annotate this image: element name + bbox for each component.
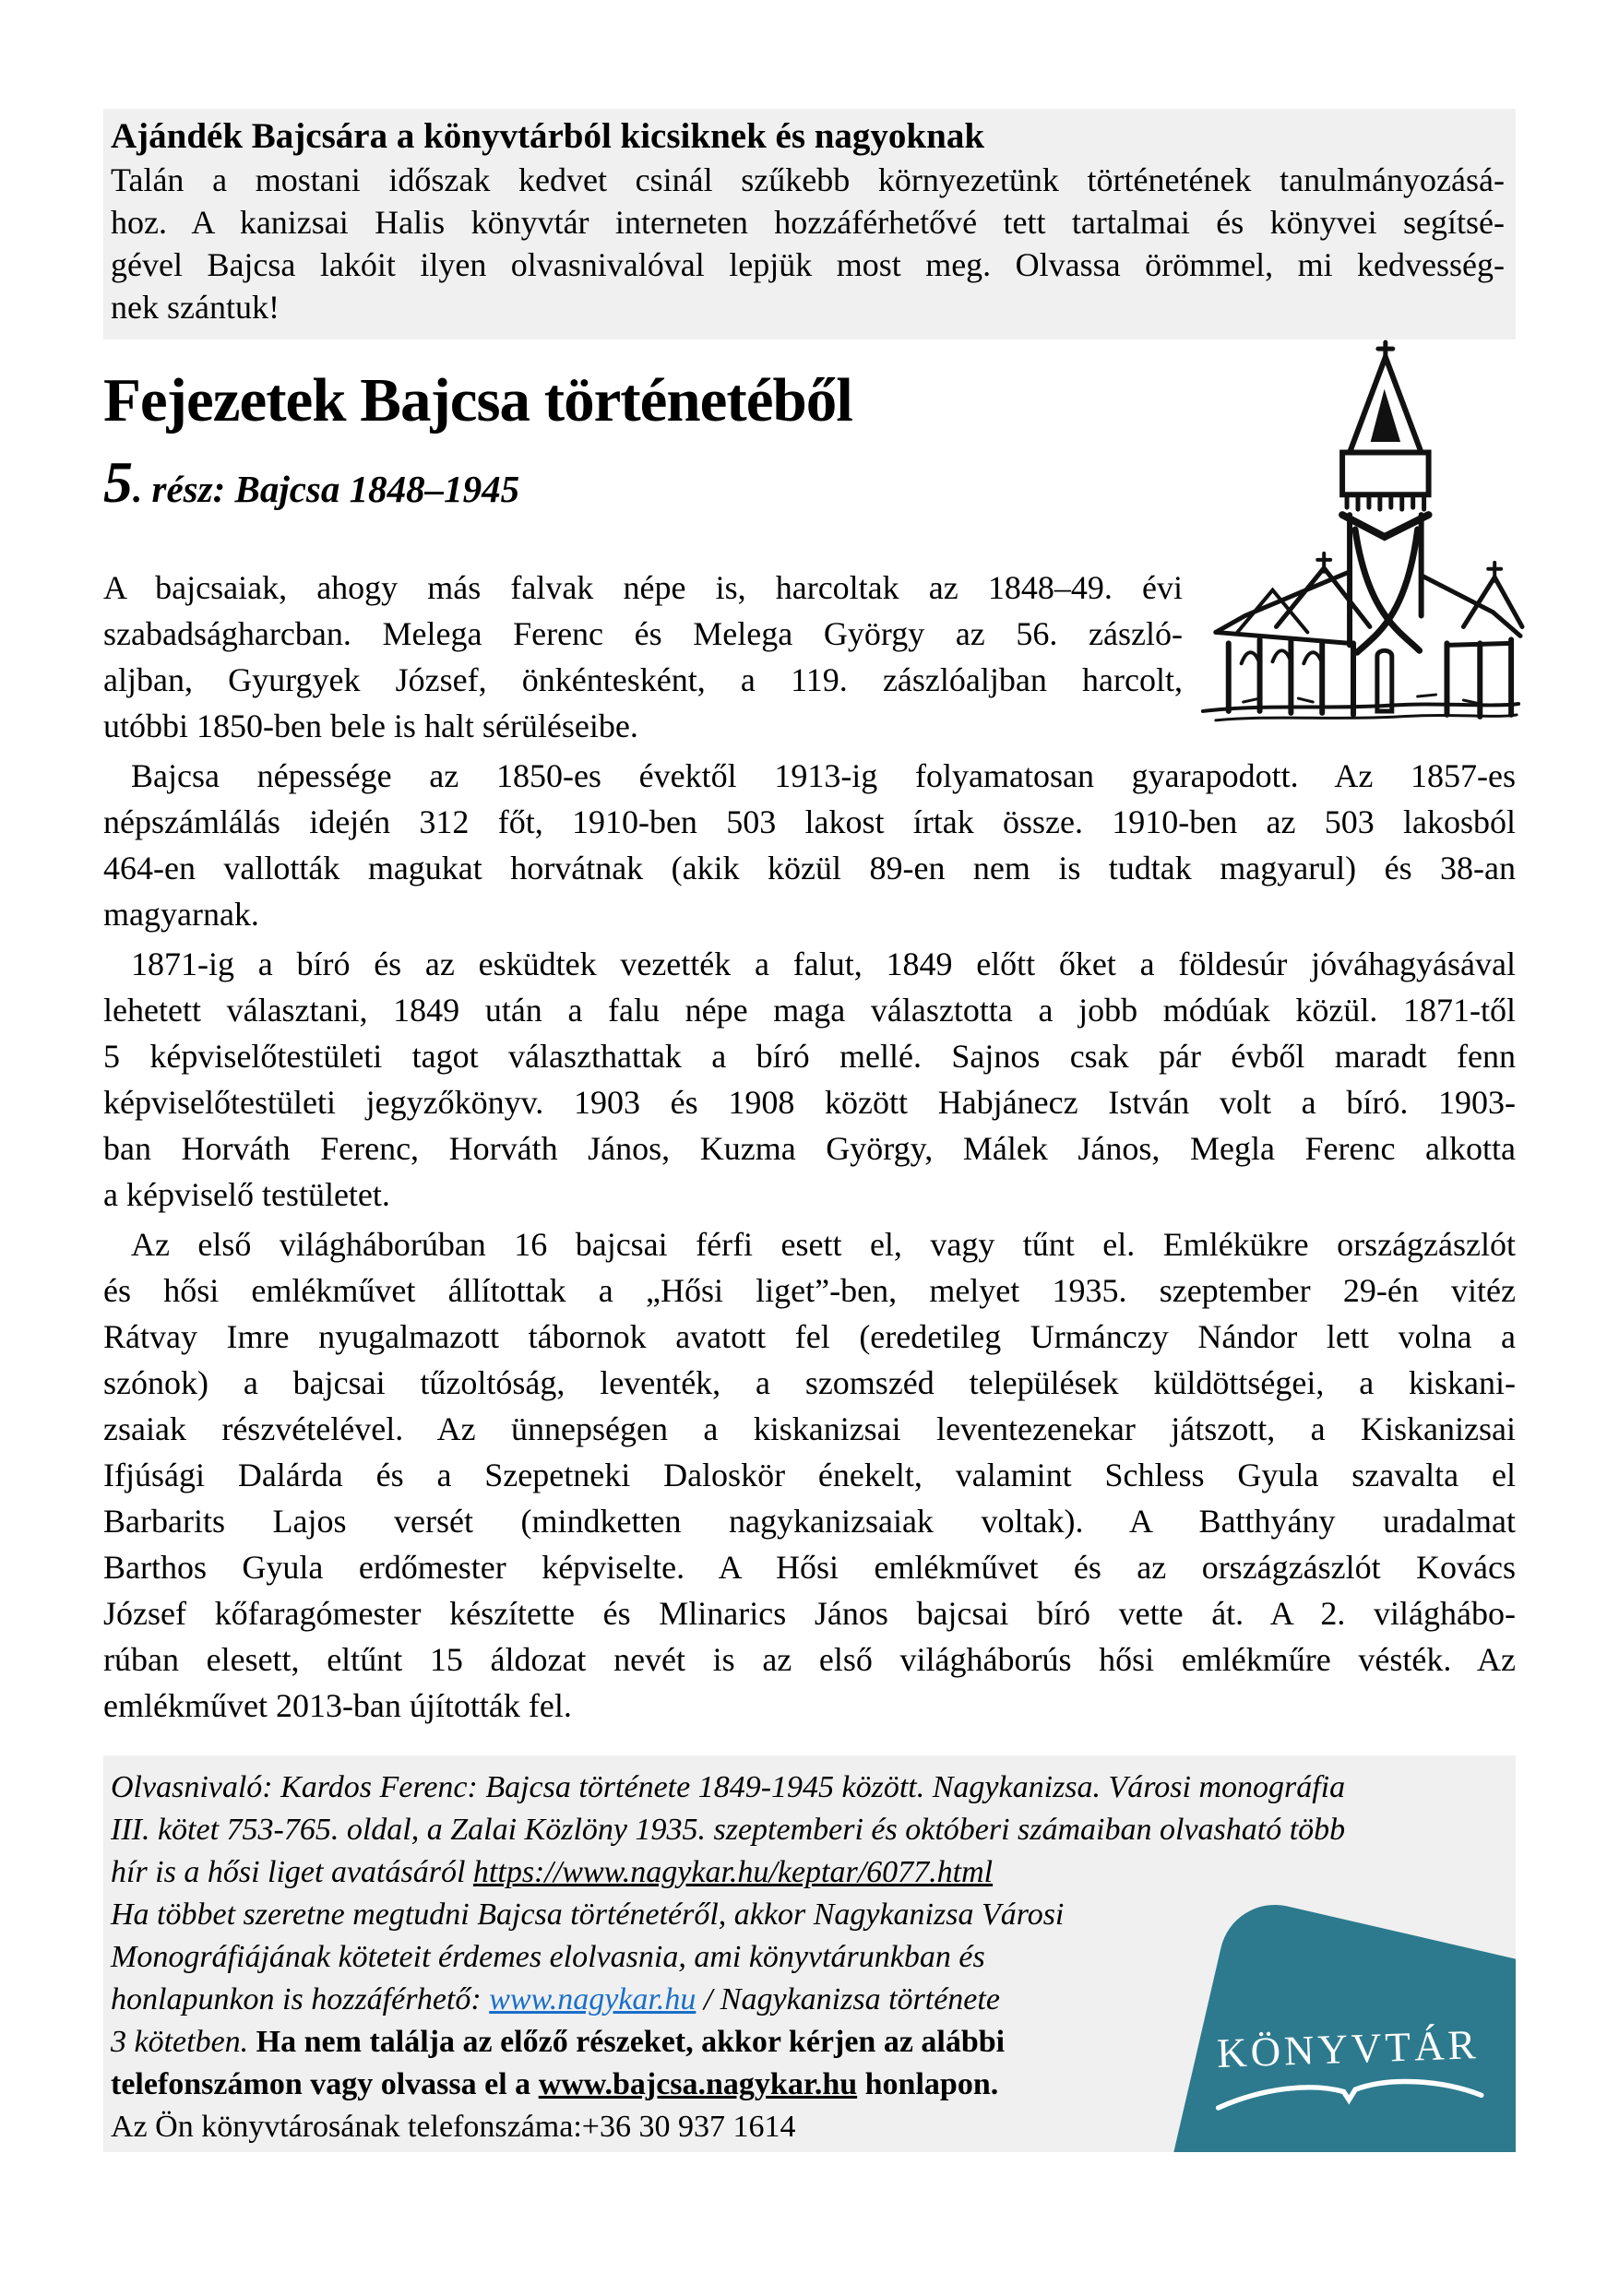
footer-line — [111, 1767, 1505, 1809]
text-line: József kőfaragómester készítette és Mlinarics János bajcsai bíró vette át. A 2. világhábo- — [103, 1595, 1516, 1632]
intro-heading: Ajándék Bajcsára a könyvtárból kicsiknek és nagyoknak — [111, 116, 985, 156]
text-segment: hír is a hősi liget avatásáról — [111, 1855, 473, 1889]
text-segment: / Nagykanizsa története — [696, 1982, 1000, 2016]
intro-line: gével Bajcsa lakóit ilyen olvasnivalóval lepjük most meg. Olvassa örömmel, mi kedvesség- — [111, 246, 1505, 283]
text-line: Ifjúsági Dalárda és a Szepetneki Daloskör énekelt, valamint Schless Gyula szavalta el — [103, 1457, 1516, 1493]
footer-line — [111, 1894, 1505, 1936]
paragraph — [103, 1221, 1516, 1729]
text-line: rúban elesett, eltűnt 15 áldozat nevét is az első világháborús hősi emlékműre vésték. Az — [103, 1641, 1516, 1678]
text-line: Az első világháborúban 16 bajcsai férfi esett el, vagy tűnt el. Emlékükre országzászlót — [131, 1226, 1516, 1263]
paragraph — [103, 941, 1516, 1218]
library-logo-label: KÖNYVTÁR — [1216, 2021, 1481, 2076]
text-line: ban Horváth Ferenc, Horváth János, Kuzma György, Málek János, Megla Ferenc alkotta — [103, 1130, 1516, 1167]
footer-line — [111, 1809, 1505, 1851]
intro-line: hoz. A kanizsai Halis könyvtár interneten hozzáférhetővé tett tartalmai és könyvei segítsé- — [111, 204, 1505, 241]
footer-link[interactable]: www.nagykar.hu — [489, 1982, 696, 2016]
text-line: 5 képviselőtestületi tagot választhattak a bíró mellé. Sajnos csak pár évből maradt fenn — [103, 1038, 1516, 1075]
text-line: aljban, Gyurgyek József, önkéntesként, a 119. zászlóaljban harcolt, — [103, 661, 1183, 698]
text-segment: Az Ön könyvtárosának telefonszáma:+36 30 937 1614 — [111, 2110, 796, 2144]
text-line: 464-en vallották magukat horvátnak (akik közül 89-en nem is tudtak magyarul) és 38-an — [103, 850, 1516, 886]
article-body — [103, 565, 1516, 1732]
text-line: magyarnak. — [103, 896, 259, 933]
text-segment: Olvasnivaló: Kardos Ferenc: Bajcsa története 1849-1945 között. Nagykanizsa. Városi monográfia — [111, 1770, 1346, 1804]
text-line: népszámlálás idején 312 főt, 1910-ben 503 lakost írtak össze. 1910-ben az 503 lakosból — [103, 803, 1516, 840]
text-line: szabadságharcban. Melega Ferenc és Melega György az 56. zászló- — [103, 615, 1183, 652]
text-line: képviselőtestületi jegyzőkönyv. 1903 és 1908 között Habjánecz István volt a bíró. 1903- — [103, 1084, 1516, 1121]
footer-line — [111, 1979, 1505, 2021]
paragraph — [103, 753, 1516, 937]
library-logo — [1158, 2018, 1516, 2120]
text-line: a képviselő testületet. — [103, 1176, 390, 1213]
text-line: szónok) a bajcsai tűzoltóság, leventék, a szomszéd települések küldöttségei, a kiskani- — [103, 1364, 1516, 1401]
text-line: Bajcsa népessége az 1850-es évektől 1913-ig folyamatosan gyarapodott. Az 1857-es — [131, 757, 1516, 794]
intro-paragraph — [111, 159, 1505, 328]
footer-link[interactable]: www.bajcsa.nagykar.hu — [538, 2067, 858, 2101]
part-label: . rész: Bajcsa 1848–1945 — [133, 468, 520, 510]
intro-line: nek szántuk! — [111, 289, 280, 326]
text-line: lehetett választani, 1849 után a falu népe maga választotta a jobb módúak közül. 1871-től — [103, 992, 1516, 1029]
part-subtitle — [103, 448, 519, 517]
text-segment: honlapunkon is hozzáférhető: — [111, 1982, 490, 2016]
text-line: Barbarits Lajos versét (mindketten nagykanizsaiak voltak). A Batthyány uradalmat — [103, 1503, 1516, 1540]
footer-line — [111, 1936, 1505, 1979]
text-segment: telefonszámon vagy olvassa el a — [111, 2067, 539, 2101]
intro-line: Talán a mostani időszak kedvet csinál szűkebb környezetünk történetének tanulmányozásá- — [111, 161, 1505, 198]
intro-box — [103, 109, 1516, 339]
text-line: emlékművet 2013-ban újították fel. — [103, 1687, 572, 1724]
text-segment: Ha többet szeretne megtudni Bajcsa történetéről, akkor Nagykanizsa Városi — [111, 1897, 1065, 1932]
text-line: utóbbi 1850-ben bele is halt sérüléseibe. — [103, 708, 638, 744]
text-segment: Ha nem találja az előző részeket, akkor kérjen az alábbi — [256, 2025, 1006, 2059]
text-line: zsaiak részvételével. Az ünnepségen a kiskanizsai leventezenekar játszott, a Kiskanizsai — [103, 1410, 1516, 1447]
reading-list-box — [103, 1755, 1516, 2152]
page-title: Fejezetek Bajcsa történetéből — [103, 366, 852, 434]
footer-link[interactable]: https://www.nagykar.hu/keptar/6077.html — [472, 1855, 994, 1889]
text-line: 1871-ig a bíró és az esküdtek vezették a falut, 1849 előtt őket a földesúr jóváhagyásával — [131, 946, 1516, 982]
text-line: és hősi emlékművet állítottak a „Hősi liget”-ben, melyet 1935. szeptember 29-én vitéz — [103, 1272, 1516, 1309]
text-line: A bajcsaiak, ahogy más falvak népe is, harcoltak az 1848–49. évi — [103, 569, 1183, 606]
text-segment: III. kötet 753-765. oldal, a Zalai Közlöny 1935. szeptemberi és októberi számaiban olvasható több — [111, 1813, 1346, 1847]
paragraph — [103, 565, 1516, 749]
text-segment: Monográfiájának köteteit érdemes elolvasnia, ami könyvtárunkban és — [111, 1940, 985, 1974]
text-line: Barthos Gyula erdőmester képviselte. A Hősi emlékművet és az országzászlót Kovács — [103, 1549, 1516, 1586]
text-segment: 3 kötetben. — [111, 2025, 256, 2059]
text-line: Rátvay Imre nyugalmazott tábornok avatott fel (eredetileg Urmánczy Nándor lett volna a — [103, 1318, 1516, 1355]
footer-line — [111, 1851, 1505, 1894]
text-segment: honlapon. — [857, 2067, 999, 2101]
part-number: 5 — [103, 449, 133, 515]
